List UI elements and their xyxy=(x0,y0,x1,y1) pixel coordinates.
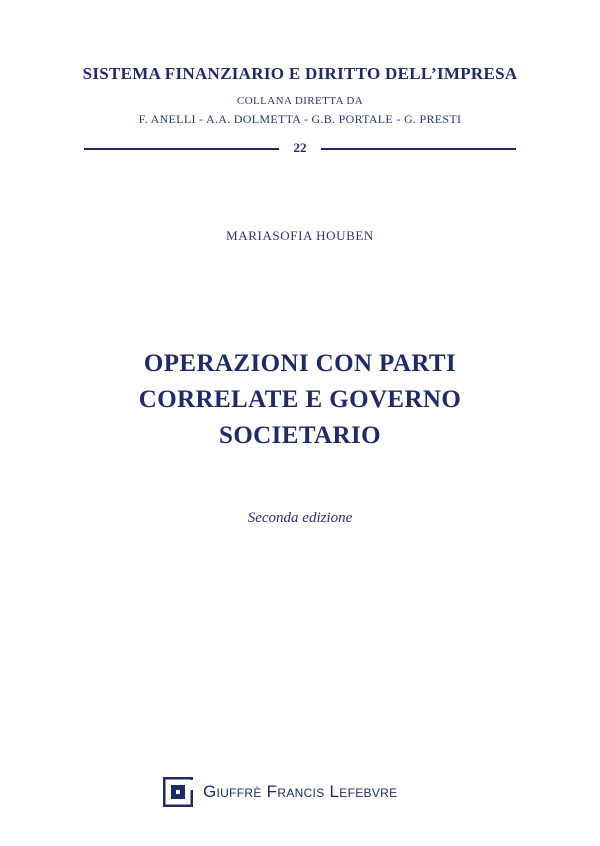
author-name: MARIASOFIA HOUBEN xyxy=(226,228,374,243)
volume-number: 22 xyxy=(293,140,307,155)
publisher-block xyxy=(163,774,397,810)
book-title xyxy=(0,346,600,454)
edition-label: Seconda edizione xyxy=(247,510,353,526)
series-editors: F. ANELLI - A.A. DOLMETTA - G.B. PORTALE - G. PRESTI xyxy=(138,112,462,126)
book-title-line: CORRELATE E GOVERNO xyxy=(138,386,462,413)
series-title: SISTEMA FINANZIARIO E DIRITTO DELL’IMPRESA xyxy=(82,64,518,83)
collana-label: COLLANA DIRETTA DA xyxy=(236,95,364,107)
book-title-line: OPERAZIONI CON PARTI xyxy=(143,350,457,377)
divider-left xyxy=(84,148,279,150)
publisher-name: Giuffrè Francis Lefebvre xyxy=(203,782,398,801)
divider-right xyxy=(321,148,516,150)
gfl-logo-icon xyxy=(163,777,193,807)
book-title-line: SOCIETARIO xyxy=(219,422,381,449)
